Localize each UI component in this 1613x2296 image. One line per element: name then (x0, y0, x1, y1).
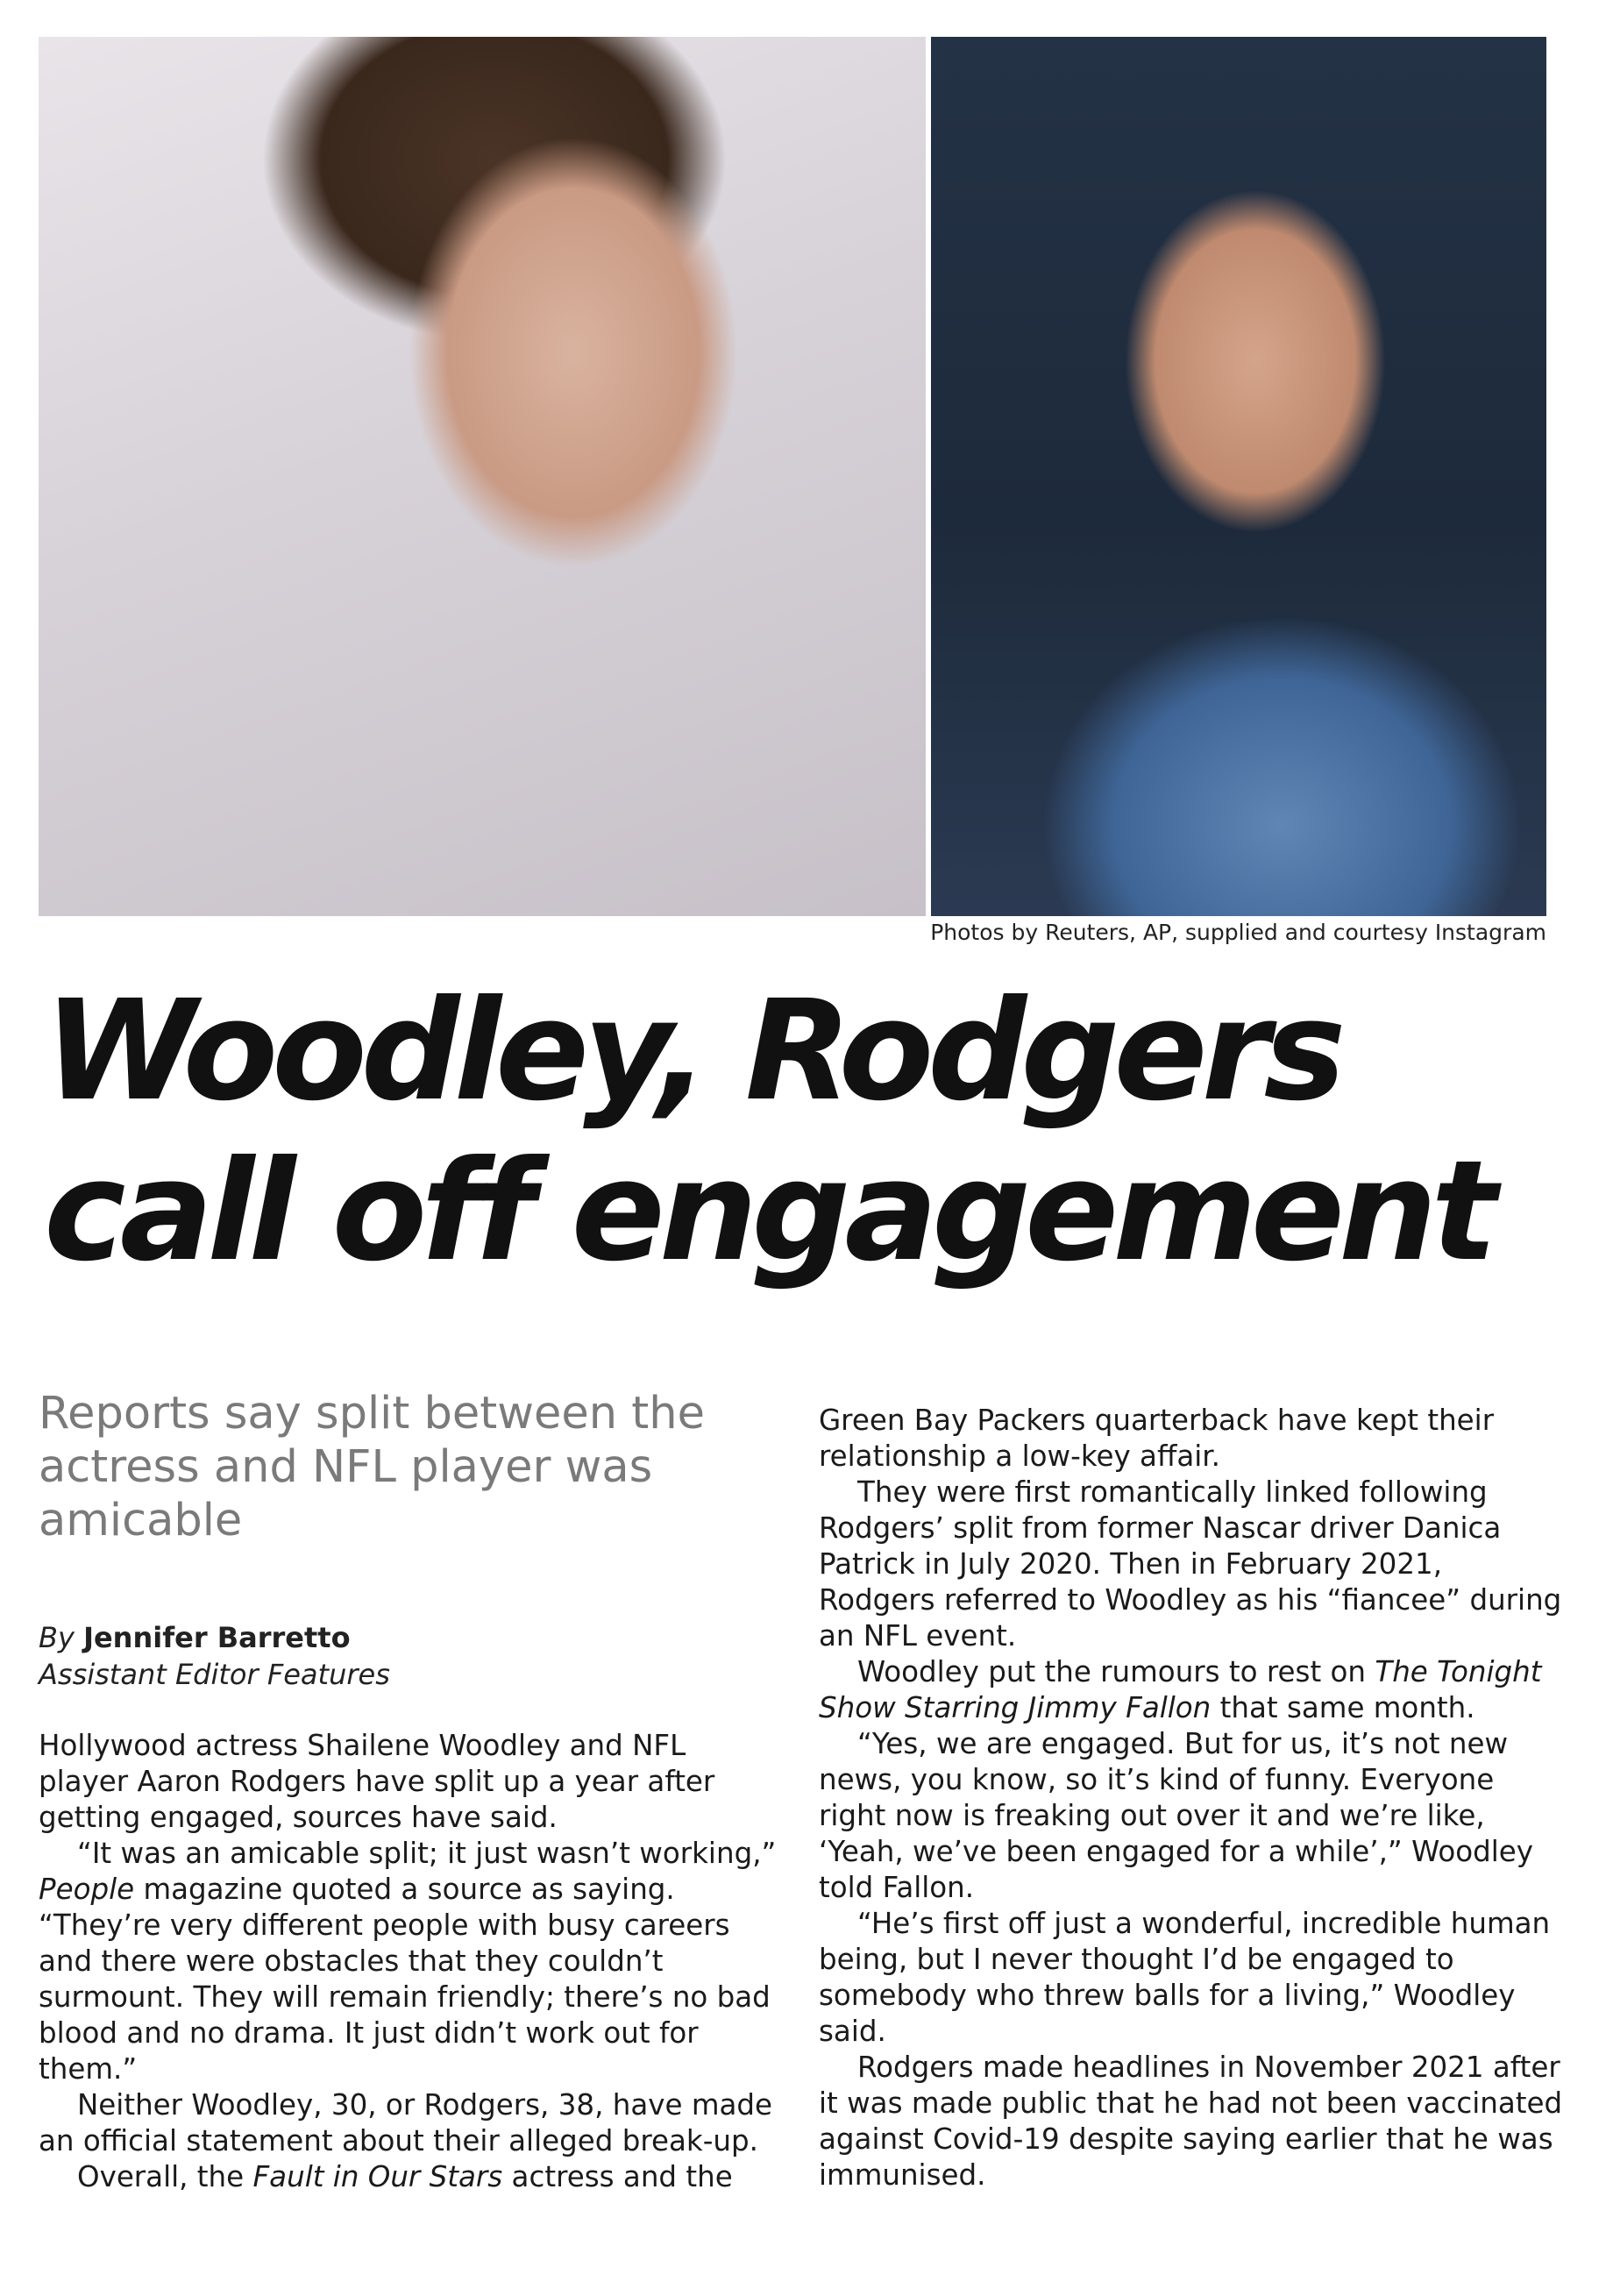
byline (39, 1620, 390, 1693)
photo-strip (39, 37, 1546, 916)
deck-subheading: Reports say split between the actress and NFL player was amicable (39, 1388, 705, 1547)
paragraph: They were first romantically linked following Rodgers’ split from former Nascar driver Danica Patrick in July 2020. Then in February 2021, Rodgers referred to Woodley as his “fiancee” during an NFL event. (819, 1475, 1562, 1653)
paragraph: “Yes, we are engaged. But for us, it’s not new news, you know, so it’s kind of funny. Everyone right now is freaking out over it and we’re like, ‘Yeah, we’ve been engaged for a while’,” Woodley told Fallon. (819, 1727, 1533, 1904)
article-column-right (819, 1403, 1564, 2193)
paragraph: Overall, the Fault in Our Stars actress and the (77, 2160, 733, 2193)
byline-by: By (39, 1621, 75, 1654)
paragraph: Hollywood actress Shailene Woodley and NFL player Aaron Rodgers have split up a year after getting engaged, sources have said. (39, 1729, 715, 1834)
paragraph: “It was an amicable split; it just wasn’t working,” People magazine quoted a source as saying. “They’re very different people with busy careers and there were obstacles that they couldn’t surmount. They will remain friendly; there’s no bad blood and no drama. It just didn’t work out for them.” (39, 1837, 777, 2086)
byline-author-name: Jennifer Barretto (83, 1621, 351, 1654)
headline-line-2: call off engagement (44, 1131, 1492, 1293)
paragraph: Green Bay Packers quarterback have kept their relationship a low-key affair. (819, 1404, 1495, 1473)
photo-aaron-rodgers (931, 37, 1546, 916)
article-column-left (39, 1728, 784, 2195)
headline (44, 971, 1587, 1293)
photo-shailene-woodley (39, 37, 926, 916)
paragraph: “He’s first off just a wonderful, incredible human being, but I never thought I’d be engaged to somebody who threw balls for a living,” Woodley said. (819, 1907, 1551, 2048)
headline-line-1: Woodley, Rodgers (44, 970, 1340, 1132)
byline-author-role: Assistant Editor Features (39, 1657, 390, 1691)
paragraph: Woodley put the rumours to rest on The Tonight Show Starring Jimmy Fallon that same month. (819, 1655, 1542, 1724)
paragraph: Neither Woodley, 30, or Rodgers, 38, have made an official statement about their alleged break-up. (39, 2088, 773, 2157)
paragraph: Rodgers made headlines in November 2021 after it was made public that he had not been vaccinated against Covid-19 despite saying earlier that he was immunised. (819, 2051, 1563, 2192)
photo-credit: Photos by Reuters, AP, supplied and courtesy Instagram (930, 920, 1546, 945)
